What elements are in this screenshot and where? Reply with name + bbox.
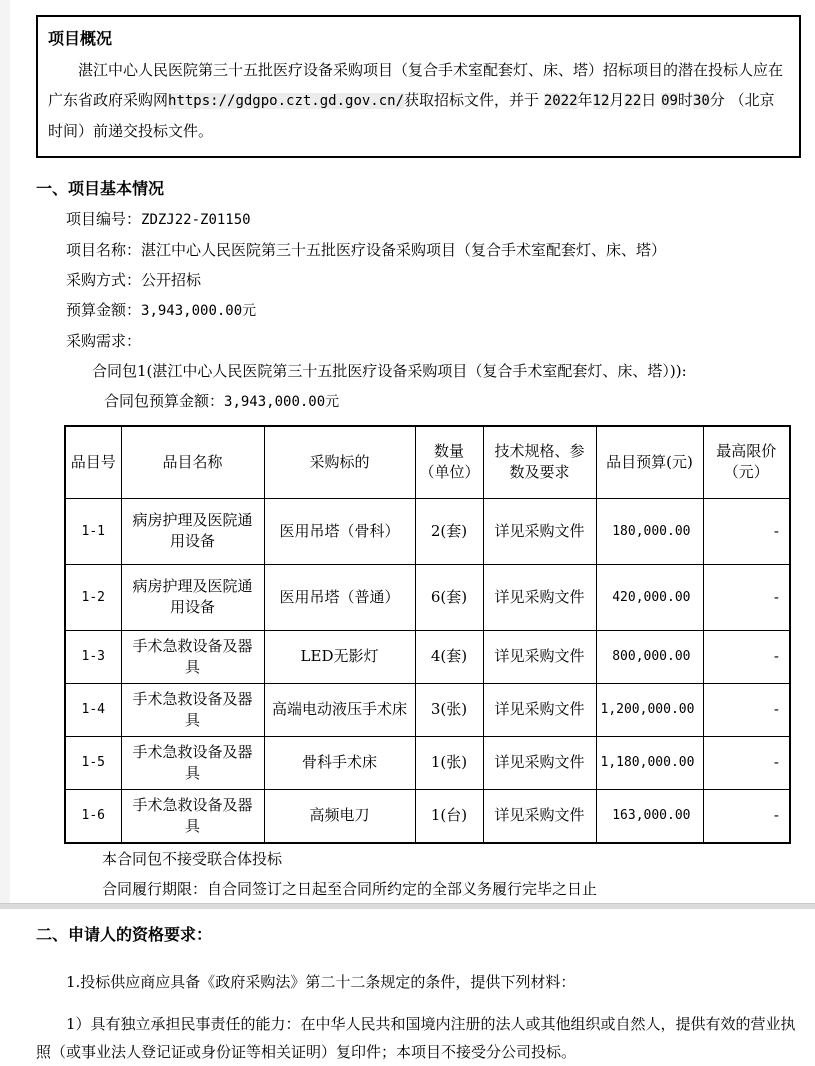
table-row — [65, 564, 790, 630]
field-project-name — [36, 235, 815, 265]
contract-package-budget-value: 3,943,000.00元 — [224, 394, 340, 410]
table-cell: - — [703, 564, 790, 630]
table-cell: 1-5 — [65, 736, 121, 789]
deadline-minute: 30 — [692, 93, 710, 109]
table-header-cell: 品目预算(元) — [596, 426, 703, 498]
field-procurement-method — [36, 265, 815, 295]
field-project-number — [36, 204, 815, 235]
field-procurement-demand — [36, 326, 815, 356]
field-budget-amount — [36, 295, 815, 326]
table-cell: 手术急救设备及器具 — [121, 789, 264, 843]
contract-package-budget-line — [36, 386, 815, 417]
table-cell: 420,000.00 — [596, 564, 703, 630]
table-cell: 2(套) — [415, 498, 483, 564]
paragraph-text: 日 — [641, 91, 662, 109]
table-cell: 详见采购文件 — [483, 683, 596, 736]
table-cell: 1-3 — [65, 630, 121, 683]
table-cell: 详见采购文件 — [483, 789, 596, 843]
table-cell: 病房护理及医院通用设备 — [121, 498, 264, 564]
paragraph-text: 月 — [609, 91, 625, 109]
qualification-intro: 1.投标供应商应具备《政府采购法》第二十二条规定的条件，提供下列材料： — [66, 972, 576, 991]
table-cell: - — [703, 736, 790, 789]
project-name-value: 湛江中心人民医院第三十五批医疗设备采购项目（复合手术室配套灯、床、塔） — [141, 241, 667, 259]
table-cell: 6(套) — [415, 564, 483, 630]
budget-amount-label: 预算金额： — [66, 301, 142, 319]
page-left-gutter — [0, 0, 10, 909]
no-consortium-note: 本合同包不接受联合体投标 — [102, 849, 283, 868]
table-cell: 3(张) — [415, 683, 483, 736]
deadline-day: 22 — [624, 93, 642, 109]
table-cell: 1-1 — [65, 498, 121, 564]
paragraph-text: 分 （北京时间）前递交投标文件。 — [48, 91, 775, 140]
contract-package-budget-label: 合同包预算金额： — [104, 392, 225, 410]
table-cell: 手术急救设备及器具 — [121, 736, 264, 789]
table-cell: 详见采购文件 — [483, 498, 596, 564]
table-cell: 800,000.00 — [596, 630, 703, 683]
table-header-cell: 采购标的 — [264, 426, 415, 498]
project-overview-box — [36, 15, 801, 158]
horizontal-scrollbar-track[interactable] — [0, 903, 815, 909]
table-cell: 1-4 — [65, 683, 121, 736]
paragraph-text: 湛江中心人民医院第三十五批医疗设备采购项目（复合手术室配套灯、床、塔）招标项目的潜在投标人应在广东省政府采购网 — [48, 61, 784, 109]
table-header-cell: 数量（单位） — [415, 426, 483, 498]
table-header-cell: 最高限价（元） — [703, 426, 790, 498]
table-cell: - — [703, 683, 790, 736]
project-number-value: ZDZJ22-Z01150 — [141, 212, 251, 228]
procurement-method-value: 公开招标 — [141, 271, 202, 289]
qualification-item-1: 1）具有独立承担民事责任的能力：在中华人民共和国境内注册的法人或其他组织或自然人，提供有效的营业执照（或事业法人登记证或身份证等相关证明）复印件；本项目不接受分公司投标。 — [36, 1014, 796, 1061]
table-cell: 高频电刀 — [264, 789, 415, 843]
table-cell: 详见采购文件 — [483, 630, 596, 683]
table-row — [65, 498, 790, 564]
contract-package-line: 合同包1(湛江中心人民医院第三十五批医疗设备采购项目（复合手术室配套灯、床、塔）)): — [92, 362, 687, 380]
table-row — [65, 630, 790, 683]
table-cell: 1,180,000.00 — [596, 736, 703, 789]
section-2-heading: 二、申请人的资格要求： — [36, 924, 213, 944]
table-row — [65, 736, 790, 789]
table-cell: 1-2 — [65, 564, 121, 630]
table-cell: 180,000.00 — [596, 498, 703, 564]
procurement-method-label: 采购方式： — [66, 271, 142, 289]
table-row — [65, 683, 790, 736]
procurement-website-url: https://gdgpo.czt.gd.gov.cn/ — [168, 93, 405, 109]
table-cell: 医用吊塔（普通） — [264, 564, 415, 630]
table-cell: - — [703, 498, 790, 564]
deadline-hour: 09 — [661, 93, 678, 109]
project-name-label: 项目名称： — [66, 241, 142, 259]
table-cell: 1-6 — [65, 789, 121, 843]
table-cell: 4(套) — [415, 630, 483, 683]
table-cell: 1(张) — [415, 736, 483, 789]
table-cell: 医用吊塔（骨科） — [264, 498, 415, 564]
overview-title: 项目概况 — [48, 29, 113, 48]
table-header-cell: 品目名称 — [121, 426, 264, 498]
paragraph-text: 获取招标文件，并于 — [404, 91, 544, 109]
table-cell: 详见采购文件 — [483, 736, 596, 789]
table-cell: 病房护理及医院通用设备 — [121, 564, 264, 630]
table-cell: 高端电动液压手术床 — [264, 683, 415, 736]
table-cell: 1,200,000.00 — [596, 683, 703, 736]
table-cell: 1(台) — [415, 789, 483, 843]
table-cell: 163,000.00 — [596, 789, 703, 843]
deadline-month: 12 — [592, 93, 610, 109]
project-number-label: 项目编号： — [66, 210, 142, 228]
table-row — [65, 789, 790, 843]
table-cell: 手术急救设备及器具 — [121, 683, 264, 736]
budget-amount-value: 3,943,000.00元 — [141, 303, 257, 319]
table-header-cell: 品目号 — [65, 426, 121, 498]
table-cell: - — [703, 630, 790, 683]
overview-paragraph — [48, 55, 789, 146]
table-cell: - — [703, 789, 790, 843]
table-cell: 骨科手术床 — [264, 736, 415, 789]
table-cell: LED无影灯 — [264, 630, 415, 683]
procurement-demand-label: 采购需求： — [66, 332, 142, 350]
paragraph-text: 时 — [677, 91, 693, 109]
paragraph-text: 年 — [577, 91, 593, 109]
deadline-year: 2022 — [543, 93, 578, 109]
contract-period-note: 合同履行期限：自合同签订之日起至合同所约定的全部义务履行完毕之日止 — [102, 879, 598, 898]
table-cell: 详见采购文件 — [483, 564, 596, 630]
table-cell: 手术急救设备及器具 — [121, 630, 264, 683]
table-header-row — [65, 426, 790, 498]
table-header-cell: 技术规格、参数及要求 — [483, 426, 596, 498]
procurement-items-table — [64, 425, 791, 844]
section-1-heading: 一、项目基本情况 — [36, 179, 165, 198]
table-body — [65, 498, 790, 843]
